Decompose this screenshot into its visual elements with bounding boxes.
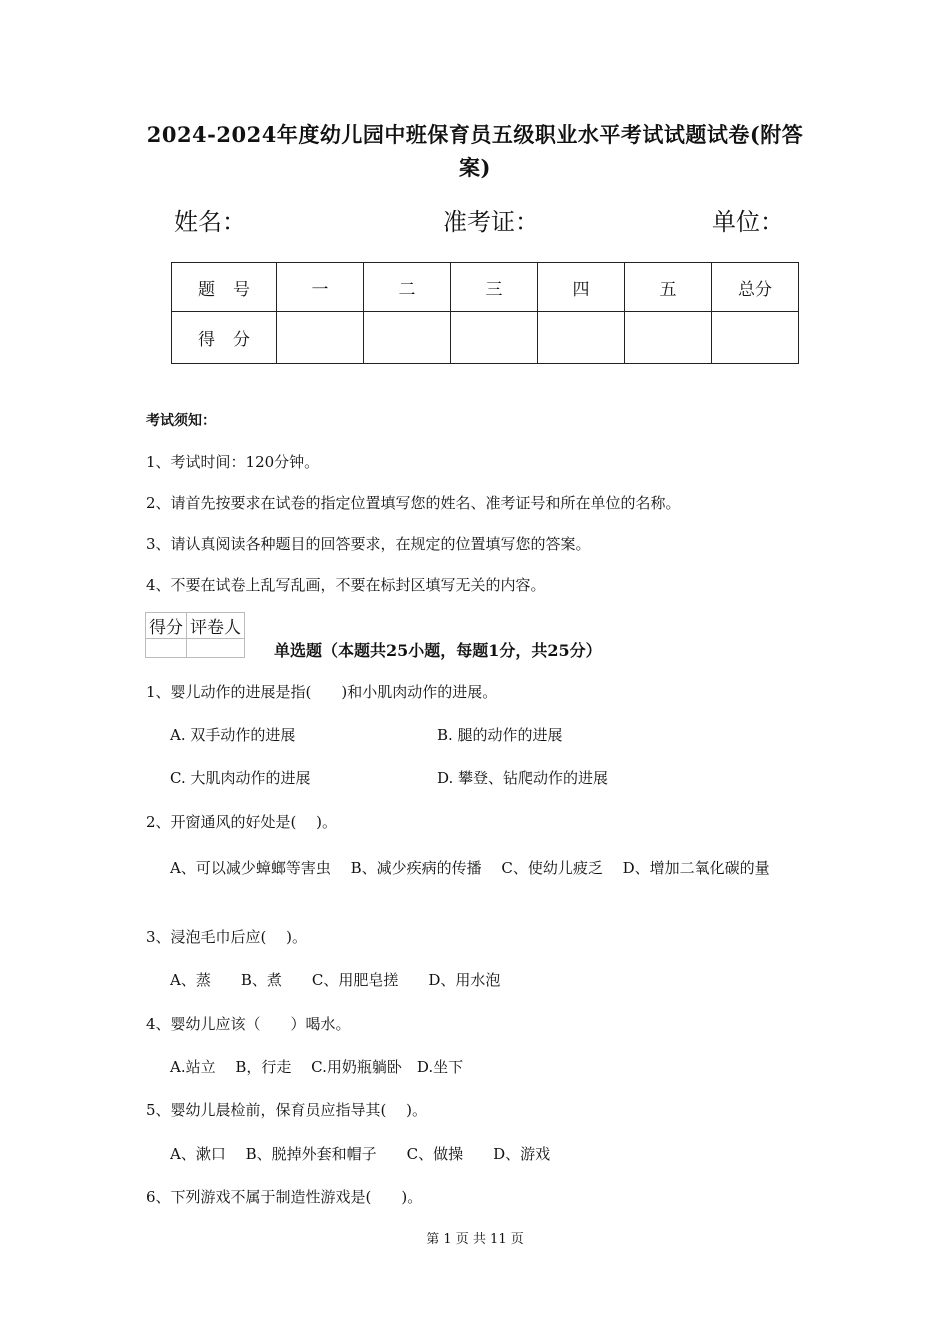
score-cell-3[interactable]: [451, 312, 538, 364]
score-table-header-row: [172, 263, 799, 312]
question-1-stem: 1、婴儿动作的进展是指( )和小肌肉动作的进展。: [146, 683, 498, 701]
question-2-options: A、可以减少蟑螂等害虫 B、减少疾病的传播 C、使幼儿疲乏 D、增加二氧化碳的量: [170, 859, 770, 877]
score-cell-4[interactable]: [538, 312, 625, 364]
score-header-5: 五: [625, 263, 712, 312]
question-6-stem: 6、下列游戏不属于制造性游戏是( )。: [146, 1188, 423, 1206]
grader-name-cell[interactable]: [187, 639, 245, 658]
question-4-stem: 4、婴幼儿应该（ ）喝水。: [146, 1015, 351, 1033]
question-1-option-b: B. 腿的动作的进展: [437, 726, 563, 744]
question-1-option-d: D. 攀登、钻爬动作的进展: [437, 769, 609, 787]
section-title: 单选题（本题共25小题，每题1分，共25分）: [274, 641, 602, 660]
notice-item: 1、考试时间：120分钟。: [146, 453, 320, 471]
question-number-label: 题号: [172, 263, 277, 312]
name-label: 姓名：: [174, 208, 246, 236]
notice-item: 4、不要在试卷上乱写乱画，不要在标封区填写无关的内容。: [146, 576, 546, 594]
grader-box: [145, 612, 245, 658]
page-footer: 第 1 页 共 11 页: [426, 1232, 524, 1247]
score-cell-5[interactable]: [625, 312, 712, 364]
score-header-4: 四: [538, 263, 625, 312]
score-header-3: 三: [451, 263, 538, 312]
score-header-2: 二: [364, 263, 451, 312]
question-1-option-c: C. 大肌肉动作的进展: [170, 769, 311, 787]
grader-score-cell[interactable]: [146, 639, 187, 658]
score-cell-2[interactable]: [364, 312, 451, 364]
grader-name-label: 评卷人: [187, 613, 245, 639]
score-header-total: 总分: [712, 263, 799, 312]
score-table-score-row: [172, 312, 799, 364]
score-cell-1[interactable]: [277, 312, 364, 364]
question-5-options: A、漱口 B、脱掉外套和帽子 C、做操 D、游戏: [170, 1145, 551, 1163]
question-4-options: A.站立 B，行走 C.用奶瓶躺卧 D.坐下: [170, 1058, 464, 1076]
notice-item: 3、请认真阅读各种题目的回答要求，在规定的位置填写您的答案。: [146, 535, 591, 553]
score-table: [171, 262, 799, 364]
score-row-label: 得分: [172, 312, 277, 364]
question-5-stem: 5、婴幼儿晨检前，保育员应指导其( )。: [146, 1101, 428, 1119]
document-title: 2024-2024年度幼儿园中班保育员五级职业水平考试试题试卷(附答案): [146, 122, 804, 180]
unit-label: 单位：: [712, 208, 784, 236]
exam-id-label: 准考证：: [443, 208, 539, 236]
notice-title: 考试须知：: [146, 413, 216, 429]
score-cell-total[interactable]: [712, 312, 799, 364]
score-header-1: 一: [277, 263, 364, 312]
notice-item: 2、请首先按要求在试卷的指定位置填写您的姓名、准考证号和所在单位的名称。: [146, 494, 681, 512]
candidate-info-row: [0, 202, 950, 238]
grader-score-label: 得分: [146, 613, 187, 639]
question-1-option-a: A. 双手动作的进展: [170, 726, 296, 744]
question-3-options: A、蒸 B、煮 C、用肥皂搓 D、用水泡: [170, 971, 501, 989]
question-3-stem: 3、浸泡毛巾后应( )。: [146, 928, 308, 946]
question-2-stem: 2、开窗通风的好处是( )。: [146, 813, 338, 831]
